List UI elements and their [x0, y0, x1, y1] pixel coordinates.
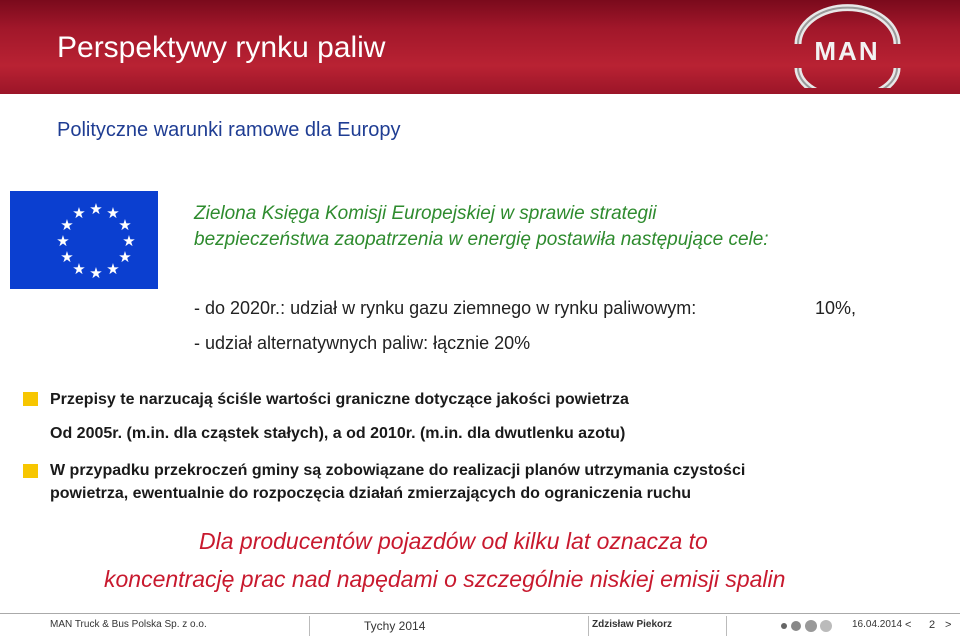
footer-event: Tychy 2014 — [364, 619, 426, 633]
svg-text:★: ★ — [56, 232, 70, 250]
footer-separator — [309, 616, 310, 636]
svg-text:★: ★ — [118, 248, 132, 266]
svg-text:★: ★ — [106, 260, 120, 278]
footer-divider — [0, 613, 960, 614]
eu-flag-icon — [10, 191, 158, 289]
svg-text:★: ★ — [60, 248, 74, 266]
svg-text:★: ★ — [60, 216, 74, 234]
page-number: 2 — [929, 619, 936, 631]
slide-title: Perspektywy rynku paliw — [57, 31, 386, 64]
target-item-1: - do 2020r.: udział w rynku gazu ziemnego w rynku paliwowym: — [194, 298, 697, 318]
conclusion-line-1: Dla producentów pojazdów od kilku lat oznacza to — [199, 528, 708, 554]
prev-page-button[interactable]: < — [905, 619, 912, 631]
dots-decoration-icon — [776, 618, 836, 634]
footer-date: 16.04.2014 — [852, 619, 903, 630]
svg-text:★: ★ — [89, 200, 103, 218]
green-paper-line-1: Zielona Księga Komisji Europejskiej w sprawie strategii — [194, 203, 657, 224]
header-bar — [0, 0, 960, 94]
svg-text:★: ★ — [122, 232, 136, 250]
bullet-2-line-2: powietrza, ewentualnie do rozpoczęcia działań zmierzających do ograniczenia ruchu — [50, 485, 692, 502]
bullet-2-line-1: W przypadku przekroczeń gminy są zobowiązane do realizacji planów utrzymania czystości — [50, 462, 746, 479]
bullet-1-line-2: Od 2005r. (m.in. dla cząstek stałych), a od 2010r. (m.in. dla dwutlenku azotu) — [50, 425, 626, 442]
svg-text:★: ★ — [72, 204, 86, 222]
svg-text:★: ★ — [72, 260, 86, 278]
footer-separator — [726, 616, 727, 636]
svg-text:★: ★ — [118, 216, 132, 234]
footer-author: Zdzisław Piekorz — [592, 619, 673, 630]
man-logo-icon — [790, 4, 905, 88]
svg-text:★: ★ — [106, 204, 120, 222]
logo-text: MAN — [814, 36, 880, 66]
svg-text:★: ★ — [89, 264, 103, 282]
footer-separator — [588, 616, 589, 636]
conclusion-line-2: koncentrację prac nad napędami o szczególnie niskiej emisji spalin — [104, 566, 786, 592]
target-item-2: - udział alternatywnych paliw: łącznie 20% — [194, 333, 531, 353]
bullet-square-icon — [23, 464, 38, 478]
footer-company: MAN Truck & Bus Polska Sp. z o.o. — [50, 619, 207, 630]
next-page-button[interactable]: > — [945, 619, 952, 631]
bullet-square-icon — [23, 392, 38, 406]
green-paper-line-2: bezpieczeństwa zaopatrzenia w energię postawiła następujące cele: — [194, 229, 769, 250]
bullet-1-line-1: Przepisy te narzucają ściśle wartości graniczne dotyczące jakości powietrza — [50, 391, 629, 408]
subtitle: Polityczne warunki ramowe dla Europy — [57, 119, 401, 141]
target-item-1-value: 10%, — [815, 298, 857, 318]
